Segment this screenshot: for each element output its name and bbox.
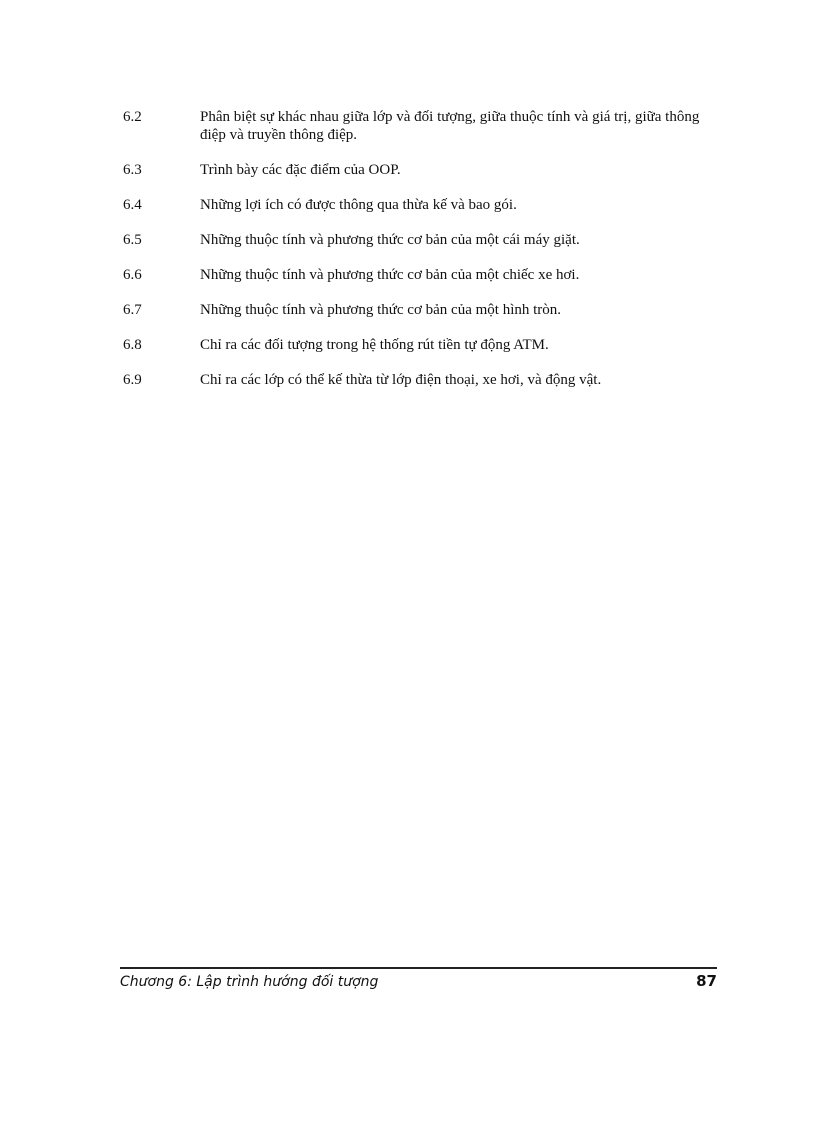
exercise-number: 6.2 [123,109,142,125]
exercise-item [123,301,723,319]
exercise-text: Chỉ ra các lớp có thể kế thừa từ lớp điện thoại, xe hơi, và động vật. [200,372,602,388]
footer-row [120,969,717,990]
exercise-text: Chỉ ra các đối tượng trong hệ thống rút tiền tự động ATM. [200,337,549,353]
exercise-text: Những thuộc tính và phương thức cơ bản của một chiếc xe hơi. [200,267,580,283]
exercise-list [123,108,723,406]
exercise-number: 6.5 [123,232,142,248]
exercise-number: 6.8 [123,337,142,353]
exercise-number: 6.3 [123,162,142,178]
exercise-item [123,336,723,354]
exercise-number: 6.7 [123,302,142,318]
exercise-item [123,196,723,214]
exercise-item [123,161,723,179]
exercise-text: Những lợi ích có được thông qua thừa kế và bao gói. [200,197,517,213]
exercise-number: 6.9 [123,372,142,388]
footer-chapter-title: Chương 6: Lập trình hướng đối tượng [120,974,379,990]
exercise-item [123,231,723,249]
exercise-item [123,266,723,284]
page-number: 87 [696,972,717,990]
exercise-text: Những thuộc tính và phương thức cơ bản của một hình tròn. [200,302,562,318]
exercise-text: Phân biệt sự khác nhau giữa lớp và đối tượng, giữa thuộc tính và giá trị, giữa thông điệp và truyền thông điệp. [200,109,700,143]
page-footer [120,967,717,990]
exercise-item [123,108,723,144]
exercise-number: 6.6 [123,267,142,283]
exercise-item [123,371,723,389]
exercise-text: Trình bày các đặc điểm của OOP. [200,162,401,178]
exercise-text: Những thuộc tính và phương thức cơ bản của một cái máy giặt. [200,232,580,248]
exercise-number: 6.4 [123,197,142,213]
